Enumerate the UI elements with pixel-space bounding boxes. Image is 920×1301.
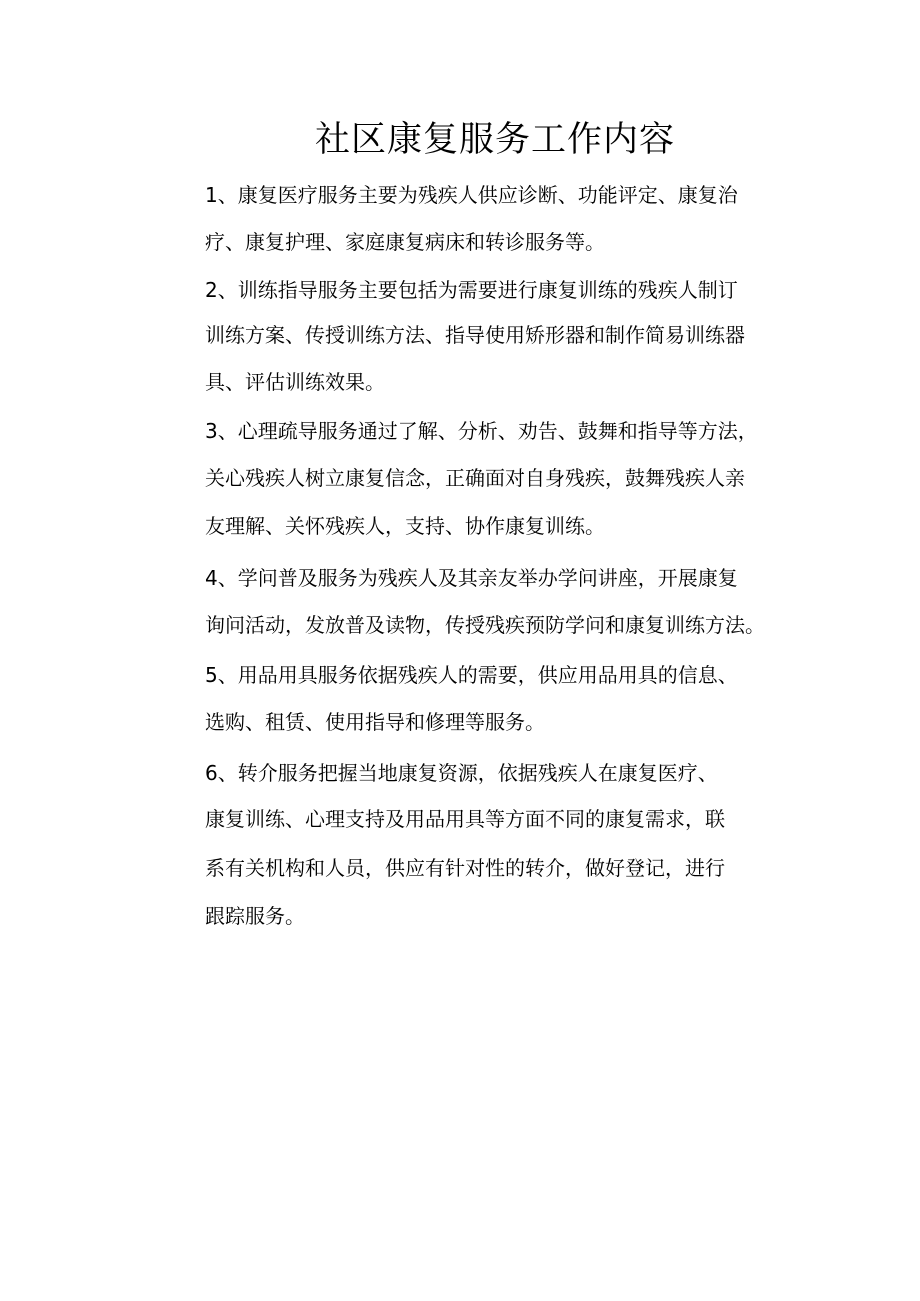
text-line: 关心残疾人树立康复信念，正确面对自身残疾，鼓舞残疾人亲 (205, 466, 745, 490)
text-line: 6、转介服务把握当地康复资源，依据残疾人在康复医疗、 (205, 761, 718, 785)
text-line: 康复训练、心理支持及用品用具等方面不同的康复需求，联 (205, 807, 725, 831)
text-line: 训练方案、传授训练方法、指导使用矫形器和制作简易训练器 (205, 323, 745, 347)
text-line: 疗、康复护理、家庭康复病床和转诊服务等。 (205, 230, 605, 254)
text-line: 系有关机构和人员，供应有针对性的转介，做好登记，进行 (205, 856, 725, 880)
text-line: 选购、租赁、使用指导和修理等服务。 (205, 710, 545, 734)
text-line: 3、心理疏导服务通过了解、分析、劝告、鼓舞和指导等方法， (205, 419, 758, 443)
text-line: 5、用品用具服务依据残疾人的需要，供应用品用具的信息、 (205, 663, 738, 687)
text-line: 4、学问普及服务为残疾人及其亲友举办学问讲座，开展康复 (205, 566, 738, 590)
text-line: 询问活动，发放普及读物，传授残疾预防学问和康复训练方法。 (205, 613, 765, 637)
text-line: 2、训练指导服务主要包括为需要进行康复训练的残疾人制订 (205, 278, 738, 302)
text-line: 1、康复医疗服务主要为残疾人供应诊断、功能评定、康复治 (205, 183, 738, 207)
text-line: 跟踪服务。 (205, 904, 305, 928)
document-title: 社区康复服务工作内容 (314, 120, 675, 160)
text-line: 友理解、关怀残疾人，支持、协作康复训练。 (205, 514, 605, 538)
text-line: 具、评估训练效果。 (205, 370, 385, 394)
